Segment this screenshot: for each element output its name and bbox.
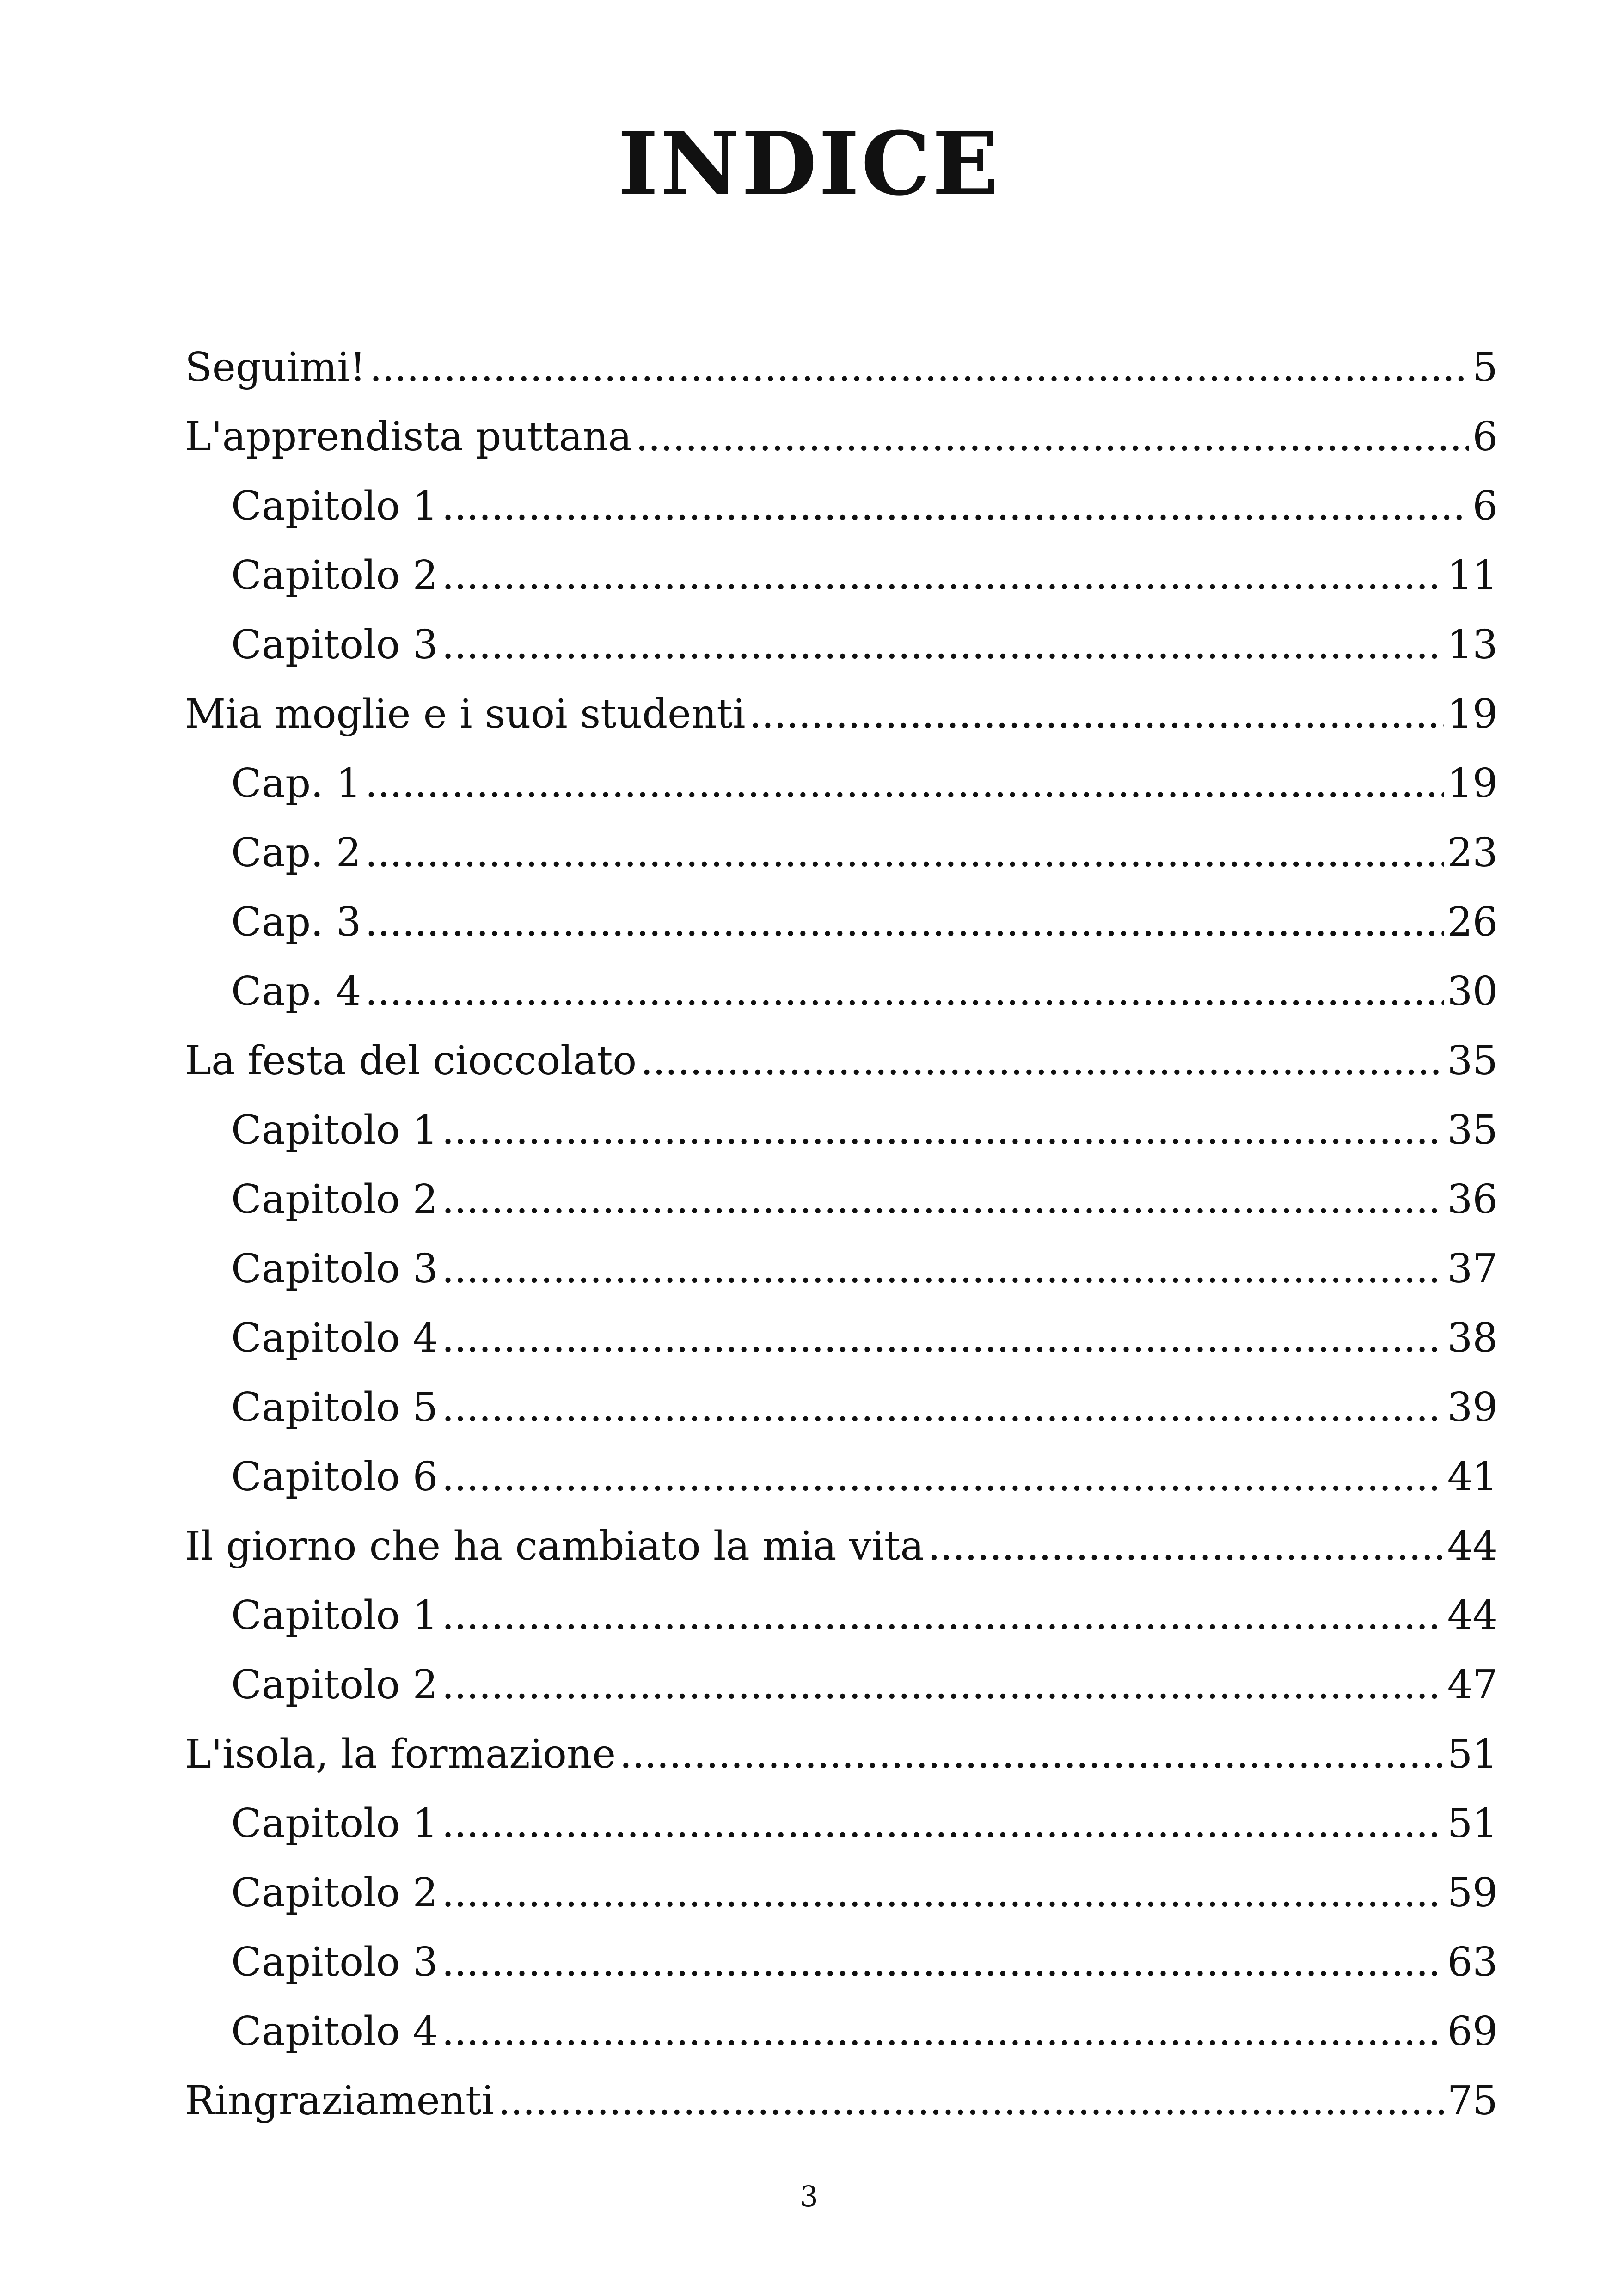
toc-entry-label: Seguimi! — [185, 344, 366, 391]
toc-entry-page: 51 — [1447, 1800, 1498, 1847]
toc-entry-label: Capitolo 3 — [231, 622, 438, 668]
toc-entry-page: 51 — [1447, 1731, 1498, 1777]
toc-entry-chapter — [185, 1165, 1498, 1234]
toc-entry-chapter — [185, 1650, 1498, 1720]
toc-entry-page: 19 — [1447, 691, 1498, 737]
toc-entry-page: 38 — [1447, 1315, 1498, 1361]
dot-leader — [636, 402, 1469, 471]
toc-entry-chapter — [185, 1234, 1498, 1304]
dot-leader — [441, 471, 1469, 541]
toc-entry-page: 26 — [1447, 899, 1498, 945]
toc-entry-label: Capitolo 3 — [231, 1939, 438, 1985]
toc-entry-page: 11 — [1447, 552, 1498, 599]
dot-leader — [441, 610, 1443, 680]
toc-entry-label: Capitolo 2 — [231, 1662, 438, 1708]
toc-entry-label: Capitolo 1 — [231, 1107, 438, 1153]
toc-entry-ringraziamenti — [185, 2066, 1498, 2136]
dot-leader — [365, 818, 1444, 888]
dot-leader — [365, 957, 1444, 1026]
dot-leader — [441, 1928, 1443, 1997]
toc-entry-label: Cap. 4 — [231, 968, 362, 1015]
dot-leader — [441, 1442, 1443, 1512]
toc-entry-label: Capitolo 4 — [231, 2008, 438, 2055]
toc-entry-page: 59 — [1447, 1870, 1498, 1916]
dot-leader — [441, 1234, 1443, 1304]
dot-leader — [441, 1373, 1443, 1442]
toc-entry-label: Mia moglie e i suoi studenti — [185, 691, 746, 737]
toc-entry-label: Il giorno che ha cambiato la mia vita — [185, 1523, 924, 1569]
toc-entry-page: 23 — [1447, 830, 1498, 876]
dot-leader — [441, 1997, 1443, 2066]
dot-leader — [441, 1789, 1443, 1858]
toc-entry-chapter — [185, 1442, 1498, 1512]
toc-entry-chapter — [185, 888, 1498, 957]
toc-entry-chapter — [185, 610, 1498, 680]
page-number: 3 — [800, 2180, 818, 2213]
toc-entry-page: 63 — [1447, 1939, 1498, 1985]
page-title: INDICE — [618, 113, 1000, 215]
toc-entry-page: 37 — [1447, 1246, 1498, 1292]
toc-entry-chapter — [185, 1096, 1498, 1165]
toc-entry-page: 75 — [1447, 2078, 1498, 2124]
toc-entry-label: Capitolo 6 — [231, 1454, 438, 1500]
toc-entry-label: Capitolo 1 — [231, 483, 438, 529]
table-of-contents — [185, 333, 1498, 2136]
toc-entry-page: 39 — [1447, 1384, 1498, 1431]
dot-leader — [928, 1512, 1444, 1581]
toc-entry-chapter — [185, 1373, 1498, 1442]
dot-leader — [441, 1650, 1443, 1720]
toc-entry-label: Capitolo 4 — [231, 1315, 438, 1361]
dot-leader — [441, 1858, 1443, 1928]
toc-entry-page: 5 — [1472, 344, 1498, 391]
toc-entry-page: 36 — [1447, 1176, 1498, 1223]
toc-entry-label: Cap. 1 — [231, 760, 362, 807]
toc-entry-label: Capitolo 3 — [231, 1246, 438, 1292]
toc-entry-chapter — [185, 1304, 1498, 1373]
toc-entry-festa-cioccolato — [185, 1026, 1498, 1096]
toc-entry-page: 13 — [1447, 622, 1498, 668]
toc-entry-isola-formazione — [185, 1720, 1498, 1789]
toc-entry-chapter — [185, 541, 1498, 610]
toc-entry-page: 6 — [1472, 414, 1498, 460]
dot-leader — [498, 2066, 1444, 2136]
toc-entry-page: 35 — [1447, 1107, 1498, 1153]
toc-entry-label: Capitolo 2 — [231, 1176, 438, 1223]
dot-leader — [365, 749, 1444, 818]
toc-entry-page: 47 — [1447, 1662, 1498, 1708]
dot-leader — [441, 1165, 1443, 1234]
toc-entry-chapter — [185, 1928, 1498, 1997]
toc-entry-seguimi — [185, 333, 1498, 402]
dot-leader — [369, 333, 1469, 402]
dot-leader — [640, 1026, 1443, 1096]
toc-entry-page: 41 — [1447, 1454, 1498, 1500]
toc-entry-page: 30 — [1447, 968, 1498, 1015]
toc-entry-page: 44 — [1447, 1592, 1498, 1639]
dot-leader — [441, 1581, 1443, 1650]
toc-entry-label: Capitolo 1 — [231, 1592, 438, 1639]
toc-entry-label: Cap. 2 — [231, 830, 362, 876]
toc-entry-label: Cap. 3 — [231, 899, 362, 945]
toc-entry-label: L'isola, la formazione — [185, 1731, 616, 1777]
dot-leader — [441, 1304, 1443, 1373]
toc-entry-page: 44 — [1447, 1523, 1498, 1569]
toc-entry-chapter — [185, 1581, 1498, 1650]
toc-entry-page: 35 — [1447, 1038, 1498, 1084]
toc-entry-label: Capitolo 5 — [231, 1384, 438, 1431]
dot-leader — [441, 1096, 1443, 1165]
dot-leader — [441, 541, 1443, 610]
toc-entry-page: 69 — [1447, 2008, 1498, 2055]
toc-entry-chapter — [185, 1997, 1498, 2066]
toc-entry-label: Capitolo 1 — [231, 1800, 438, 1847]
dot-leader — [365, 888, 1444, 957]
toc-entry-label: L'apprendista puttana — [185, 414, 632, 460]
toc-entry-label: Capitolo 2 — [231, 1870, 438, 1916]
toc-entry-label: La festa del cioccolato — [185, 1038, 637, 1084]
toc-entry-page: 19 — [1447, 760, 1498, 807]
toc-entry-chapter — [185, 957, 1498, 1026]
toc-entry-chapter — [185, 1789, 1498, 1858]
toc-entry-apprendista-puttana — [185, 402, 1498, 471]
toc-entry-chapter — [185, 749, 1498, 818]
toc-entry-label: Capitolo 2 — [231, 552, 438, 599]
toc-entry-chapter — [185, 471, 1498, 541]
toc-entry-chapter — [185, 1858, 1498, 1928]
toc-entry-chapter — [185, 818, 1498, 888]
toc-entry-page: 6 — [1472, 483, 1498, 529]
dot-leader — [749, 680, 1443, 749]
toc-entry-mia-moglie — [185, 680, 1498, 749]
toc-entry-label: Ringraziamenti — [185, 2078, 495, 2124]
dot-leader — [619, 1720, 1443, 1789]
toc-entry-giorno-cambiato — [185, 1512, 1498, 1581]
